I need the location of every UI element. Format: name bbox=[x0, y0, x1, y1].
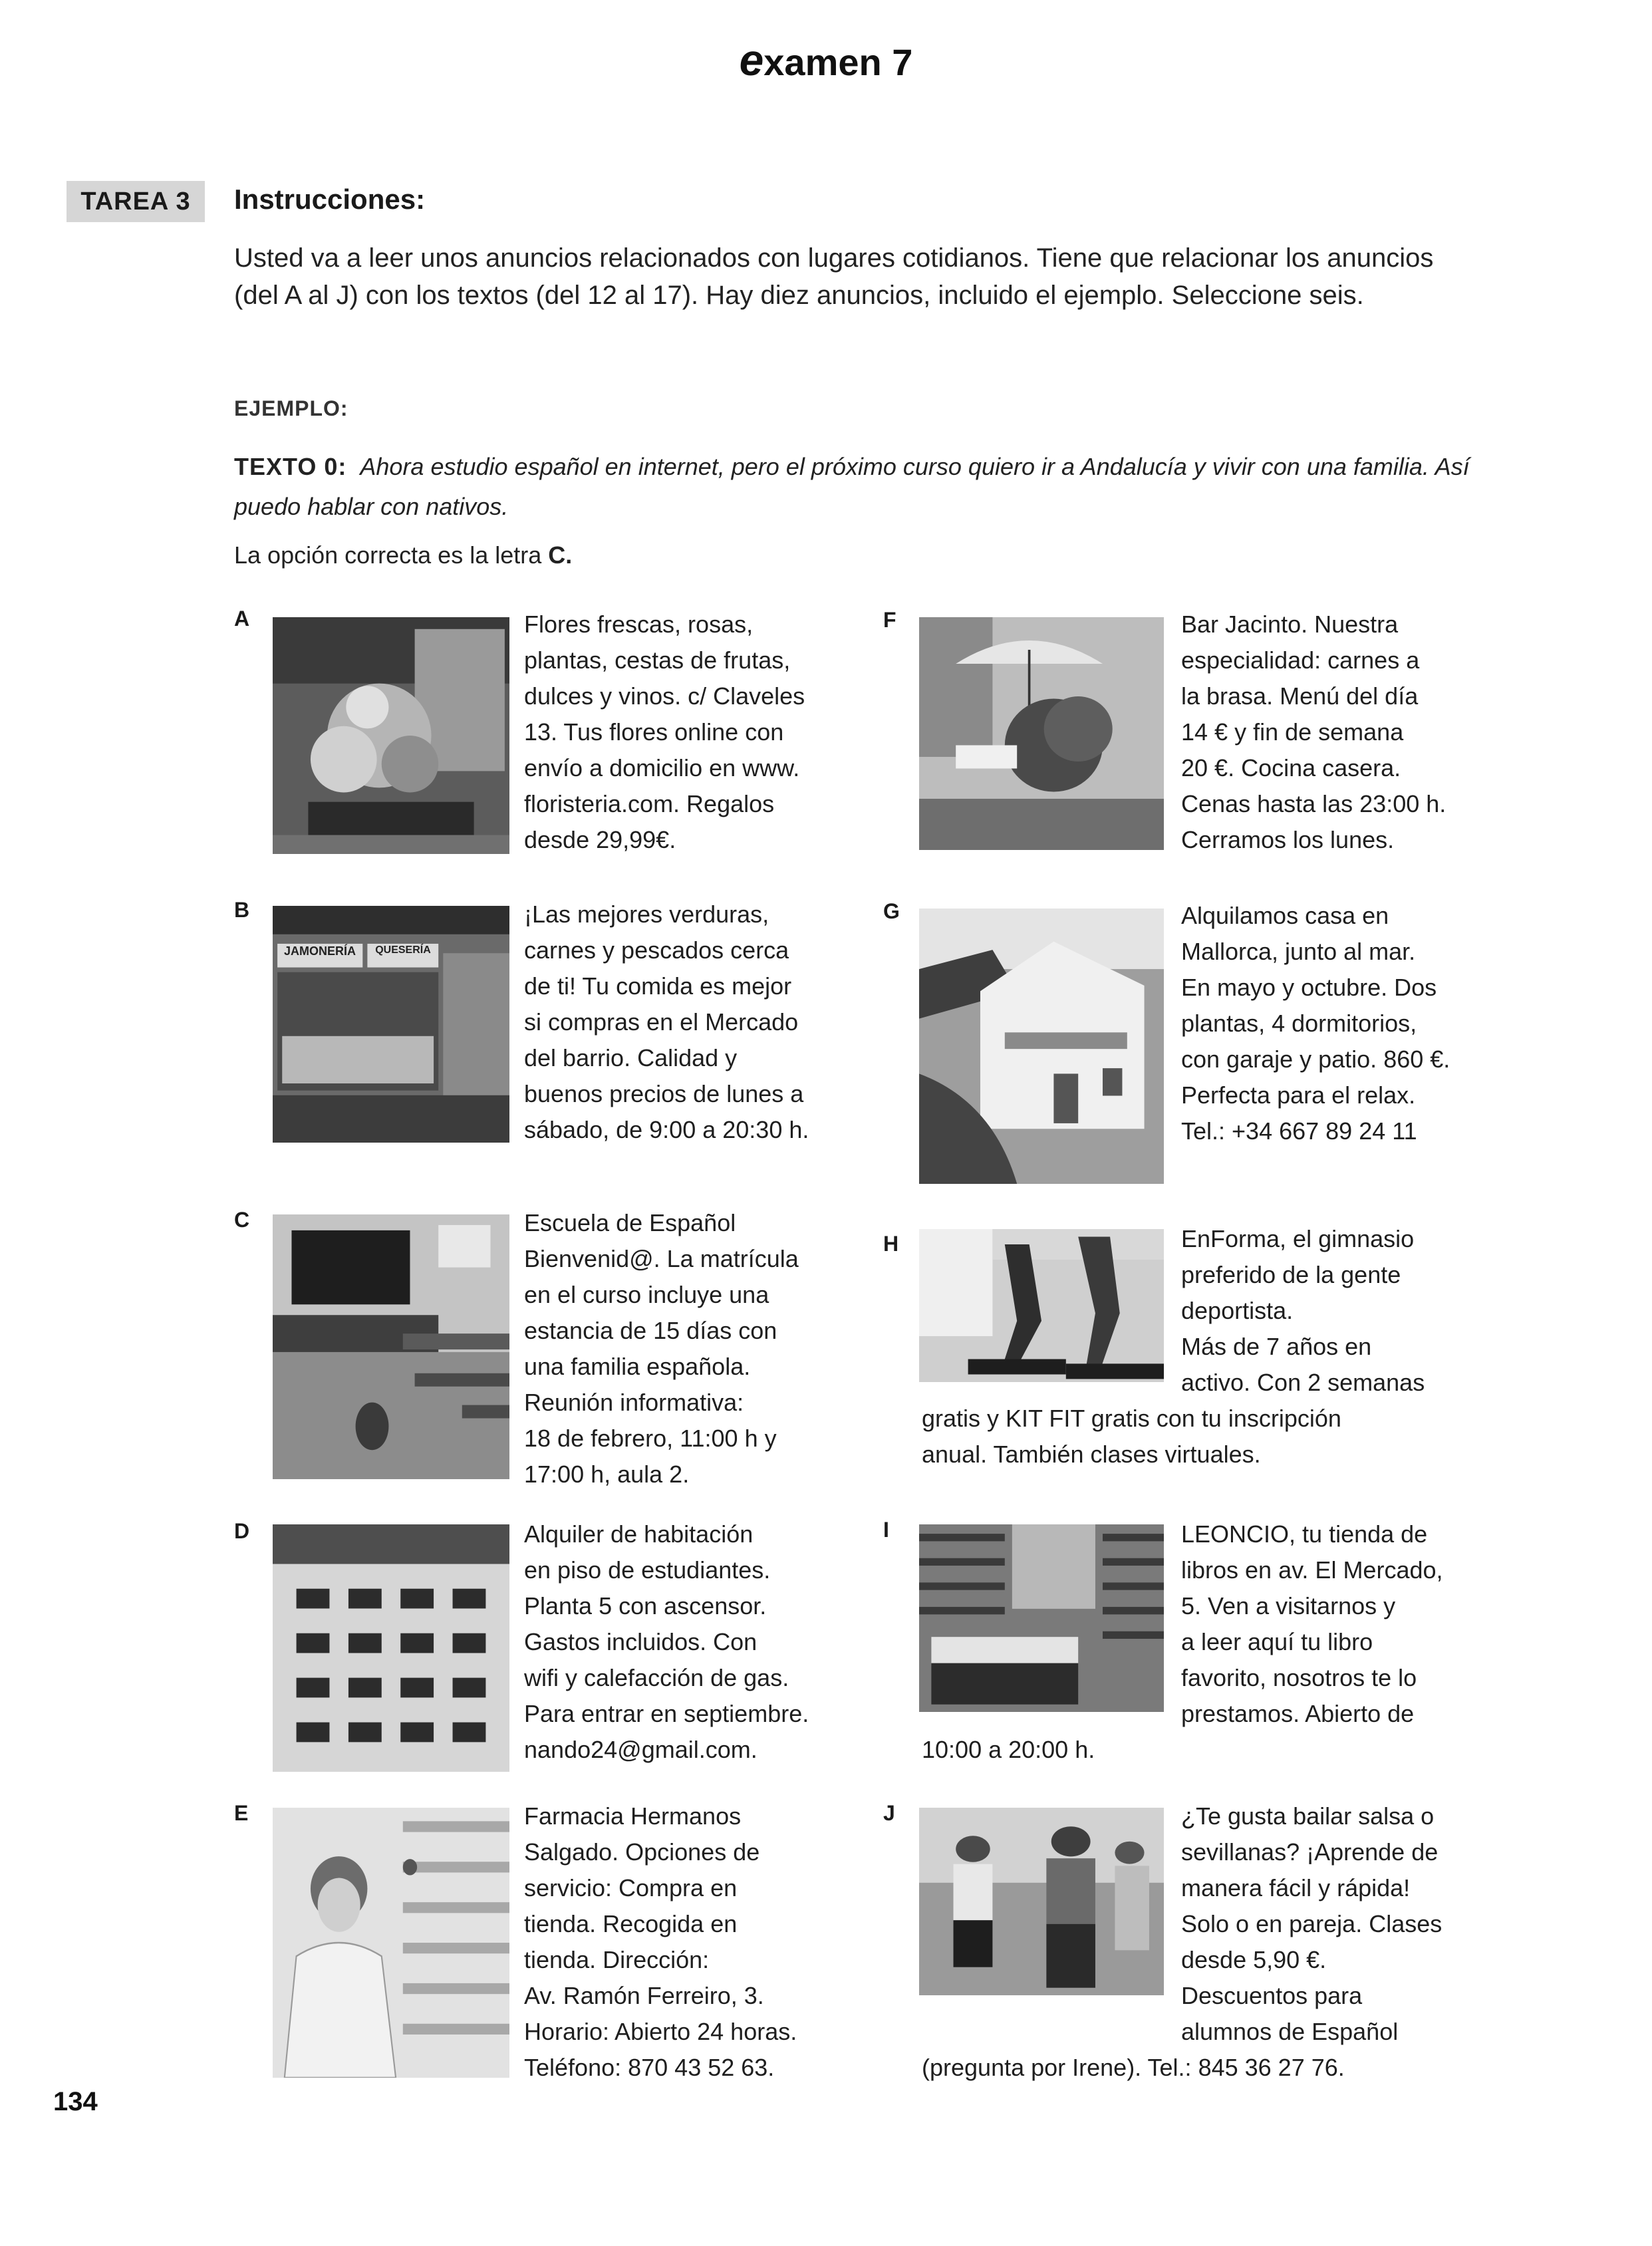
ad-text-j: ¿Te gusta bailar salsa o sevillanas? ¡Aprende de manera fácil y rápida! Solo o en pareja. Clases desde 5,90 €. Descuentos para alumnos de Español bbox=[1181, 1802, 1443, 2045]
ad-text-h: EnForma, el gimnasio preferido de la gente deportista. Más de 7 años en activo. Con 2 semanas bbox=[1181, 1225, 1425, 1396]
market-sign-jamoneria: JAMONERÍA bbox=[283, 944, 356, 958]
market-sign-queseria: QUESERÍA bbox=[375, 944, 431, 956]
ad-text-a: Flores frescas, rosas, plantas, cestas de frutas, dulces y vinos. c/ Claveles 13. Tus flores online con envío a domicilio en www. floristeria.com. Regalos desde 29,99€. bbox=[524, 611, 805, 853]
gym-photo bbox=[919, 1229, 1164, 1382]
ad-text-i: LEONCIO, tu tienda de libros en av. El Mercado, 5. Ven a visitarnos y a leer aquí tu libro favorito, nosotros te lo prestamos. Abierto de bbox=[1181, 1520, 1443, 1727]
instructions-heading: Instrucciones: bbox=[234, 184, 426, 215]
classroom-photo bbox=[273, 1214, 509, 1479]
house-photo bbox=[919, 909, 1164, 1184]
ad-letter-i: I bbox=[883, 1518, 889, 1542]
bar-photo bbox=[919, 617, 1164, 850]
ad-letter-c: C bbox=[234, 1208, 250, 1232]
pharmacy-photo bbox=[273, 1808, 509, 2078]
task-badge: TAREA 3 bbox=[67, 181, 205, 222]
ad-letter-b: B bbox=[234, 898, 250, 922]
example-text bbox=[234, 447, 1478, 527]
ad-letter-g: G bbox=[883, 899, 900, 923]
ad-letter-f: F bbox=[883, 608, 896, 632]
market-photo bbox=[273, 906, 509, 1143]
bookstore-photo bbox=[919, 1524, 1164, 1712]
ad-text-j-continued: (pregunta por Irene). Tel.: 845 36 27 76. bbox=[922, 2054, 1345, 2081]
ad-letter-d: D bbox=[234, 1519, 250, 1543]
example-text-body: Ahora estudio español en internet, pero el próximo curso quiero ir a Andalucía y vivir con una familia. Así puedo hablar con nativos. bbox=[234, 453, 1470, 520]
ad-text-b: ¡Las mejores verduras, carnes y pescados cerca de ti! Tu comida es mejor si compras en el Mercado del barrio. Calidad y buenos precios de lunes a sábado, de 9:00 a 20:30 h. bbox=[524, 901, 809, 1143]
building-photo bbox=[273, 1524, 509, 1772]
example-text-label: TEXTO 0: bbox=[234, 453, 347, 480]
ad-text-g: Alquilamos casa en Mallorca, junto al mar. En mayo y octubre. Dos plantas, 4 dormitorios, con garaje y patio. 860 €. Perfecta para el relax. Tel.: +34 667 89 24 11 bbox=[1181, 902, 1450, 1145]
ad-text-i-continued: 10:00 a 20:00 h. bbox=[922, 1736, 1095, 1763]
florist-photo bbox=[273, 617, 509, 854]
ad-letter-a: A bbox=[234, 607, 250, 631]
ad-letter-e: E bbox=[234, 1801, 249, 1825]
ad-letter-j: J bbox=[883, 1801, 895, 1825]
instructions-text: Usted va a leer unos anuncios relacionados con lugares cotidianos. Tiene que relacionar los anuncios (del A al J) con los textos (del 12 al 17). Hay diez anuncios, incluido el ejemplo. Seleccione seis. bbox=[234, 243, 1434, 310]
dance-photo bbox=[919, 1808, 1164, 1995]
example-answer: La opción correcta es la letra C. bbox=[234, 541, 573, 569]
example-answer-letter: C. bbox=[548, 541, 573, 569]
ad-text-e: Farmacia Hermanos Salgado. Opciones de servicio: Compra en tienda. Recogida en tienda. Dirección: Av. Ramón Ferreiro, 3. Horario: Abierto 24 horas. Teléfono: 870 43 52 63. bbox=[524, 1802, 797, 2081]
ad-text-d: Alquiler de habitación en piso de estudiantes. Planta 5 con ascensor. Gastos incluidos. Con wifi y calefacción de gas. Para entrar en septiembre. nando24@gmail.com. bbox=[524, 1520, 809, 1763]
ad-text-f: Bar Jacinto. Nuestra especialidad: carnes a la brasa. Menú del día 14 € y fin de semana 20 €. Cocina casera. Cenas hasta las 23:00 h. Cerramos los lunes. bbox=[1181, 611, 1446, 853]
ad-text-h-continued: gratis y KIT FIT gratis con tu inscripción anual. También clases virtuales. bbox=[922, 1405, 1341, 1468]
page-title: examen 7 bbox=[739, 35, 913, 84]
ad-letter-h: H bbox=[883, 1232, 899, 1256]
ad-text-c: Escuela de Español Bienvenid@. La matrícula en el curso incluye una estancia de 15 días con una familia española. Reunión informativa: 18 de febrero, 11:00 h y 17:00 h, aula 2. bbox=[524, 1209, 799, 1488]
page-number: 134 bbox=[53, 2087, 98, 2116]
example-label: EJEMPLO: bbox=[234, 396, 348, 420]
